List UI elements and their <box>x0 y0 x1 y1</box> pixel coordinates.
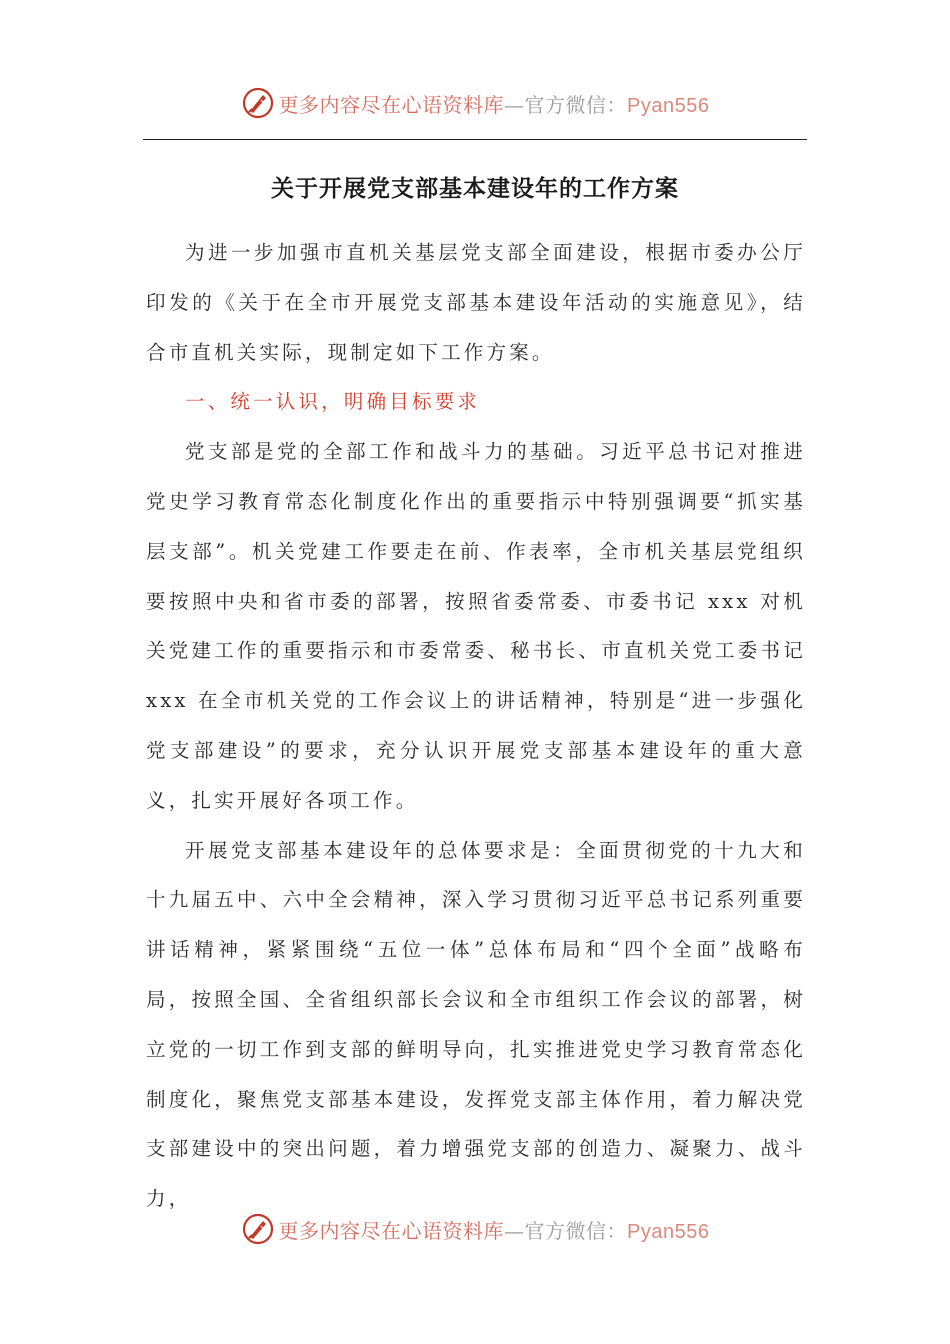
section-heading-1: 一、统一认识，明确目标要求 <box>185 390 481 414</box>
promo-official-label: 官方微信： <box>524 92 628 117</box>
document-body <box>146 228 806 1224</box>
quill-pen-logo-icon <box>241 1212 275 1246</box>
promo-main-text: 更多内容尽在心语资料库 <box>278 92 505 117</box>
header-promo-text <box>279 89 710 118</box>
document-title: 关于开展党支部基本建设年的工作方案 <box>271 175 679 202</box>
promo-wechat-id: Pyan556 <box>627 94 710 117</box>
promo-wechat-id: Pyan556 <box>627 1220 710 1243</box>
footer-promo-text <box>279 1215 710 1244</box>
header-promo-banner <box>0 86 950 120</box>
paragraph-body: 开展党支部基本建设年的总体要求是：全面贯彻党的十九大和十九届五中、六中全会精神，深入学习贯彻习近平总书记系列重要讲话精神，紧紧围绕“五位一体”总体布局和“四个全面”战略布局，按照全国、全省组织部长会议和全市组织工作会议的部署，树立党的一切工作到支部的鲜明导向，扎实推进党史学习教育常态化制度化，聚焦党支部基本建设，发挥党支部主体作用，着力解决党支部建设中的突出问题，着力增强党支部的创造力、凝聚力、战斗力， <box>146 838 806 1211</box>
paragraph-intro: 为进一步加强市直机关基层党支部全面建设，根据市委办公厅印发的《关于在全市开展党支部基本建设年活动的实施意见》，结合市直机关实际，现制定如下工作方案。 <box>146 241 806 364</box>
footer-promo-banner <box>0 1212 950 1246</box>
promo-dash: — <box>504 1218 525 1243</box>
paragraph-body: 党支部是党的全部工作和战斗力的基础。习近平总书记对推进党史学习教育常态化制度化作出的重要指示中特别强调要“抓实基层支部”。机关党建工作要走在前、作表率，全市机关基层党组织要按照中央和省市委的部署，按照省委常委、市委书记 xxx 对机关党建工作的重要指示和市委常委、秘书长、市直机关党工委书记 xxx 在全市机关党的工作会议上的讲话精神，特别是“进一步强化党支部建设”的要求，充分认识开展党支部基本建设年的重大意义，扎实开展好各项工作。 <box>146 440 806 812</box>
header-divider <box>143 139 807 140</box>
quill-pen-logo-icon <box>241 86 275 120</box>
promo-main-text: 更多内容尽在心语资料库 <box>278 1218 505 1243</box>
promo-official-label: 官方微信： <box>524 1218 628 1243</box>
promo-dash: — <box>504 92 525 117</box>
